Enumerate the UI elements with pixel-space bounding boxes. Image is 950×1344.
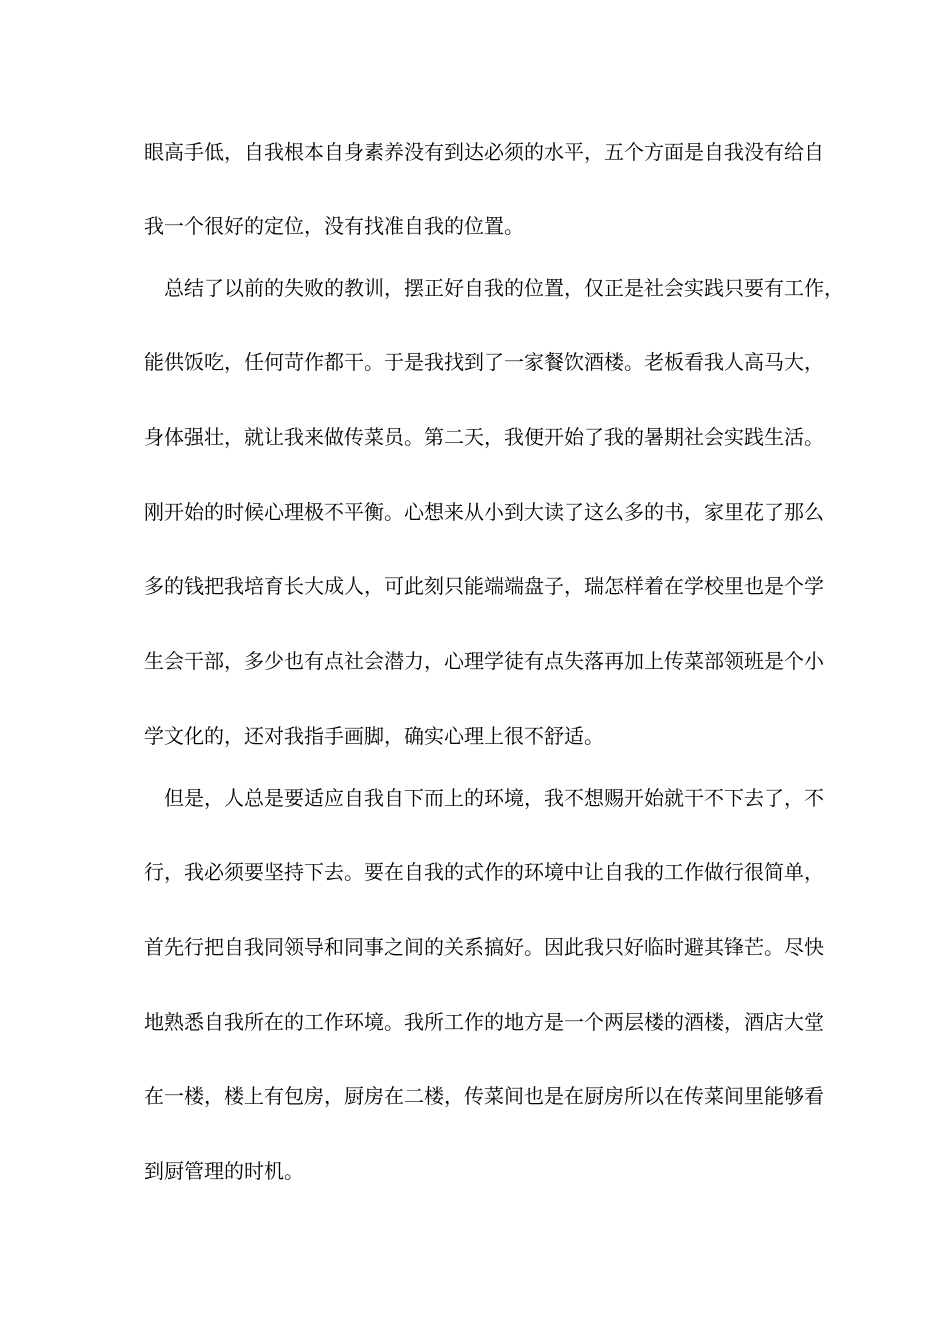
text-line-6: 刚开始的时候心理极不平衡。心想来从小到大读了这么多的书，家里花了那么 [144,500,824,524]
text-line-9: 学文化的，还对我指手画脚，确实心理上很不舒适。 [144,724,604,748]
text-line-1: 眼高手低，自我根本自身素养没有到达必须的水平，五个方面是自我没有给自 [144,140,824,164]
text-line-2: 我一个很好的定位，没有找准自我的位置。 [144,214,524,238]
text-line-5: 身体强壮，就让我来做传菜员。第二天，我便开始了我的暑期社会实践生活。 [144,425,824,449]
text-line-11: 行，我必须要坚持下去。要在自我的式作的环境中让自我的工作做行很简单， [144,860,824,884]
text-line-14: 在一楼，楼上有包房，厨房在二楼，传菜间也是在厨房所以在传菜间里能够看 [144,1084,824,1108]
text-line-10: 但是，人总是要适应自我自下而上的环境，我不想赐开始就干不下去了，不 [144,786,824,810]
text-line-12: 首先行把自我同领导和同事之间的关系搞好。因此我只好临时避其锋芒。尽快 [144,935,824,959]
text-line-4: 能供饭吃，任何苛作都干。于是我找到了一家餐饮酒楼。老板看我人高马大， [144,350,824,374]
text-line-15: 到厨管理的时机。 [144,1159,304,1183]
text-line-3: 总结了以前的失败的教训，摆正好自我的位置，仅正是社会实践只要有工作， [144,276,844,300]
text-line-8: 生会干部，多少也有点社会潜力，心理学徒有点失落再加上传菜部领班是个小 [144,649,824,673]
text-line-7: 多的钱把我培育长大成人，可此刻只能端端盘子，瑞怎样着在学校里也是个学 [144,574,824,598]
text-line-13: 地熟悉自我所在的工作环境。我所工作的地方是一个两层楼的酒楼，酒店大堂 [144,1010,824,1034]
